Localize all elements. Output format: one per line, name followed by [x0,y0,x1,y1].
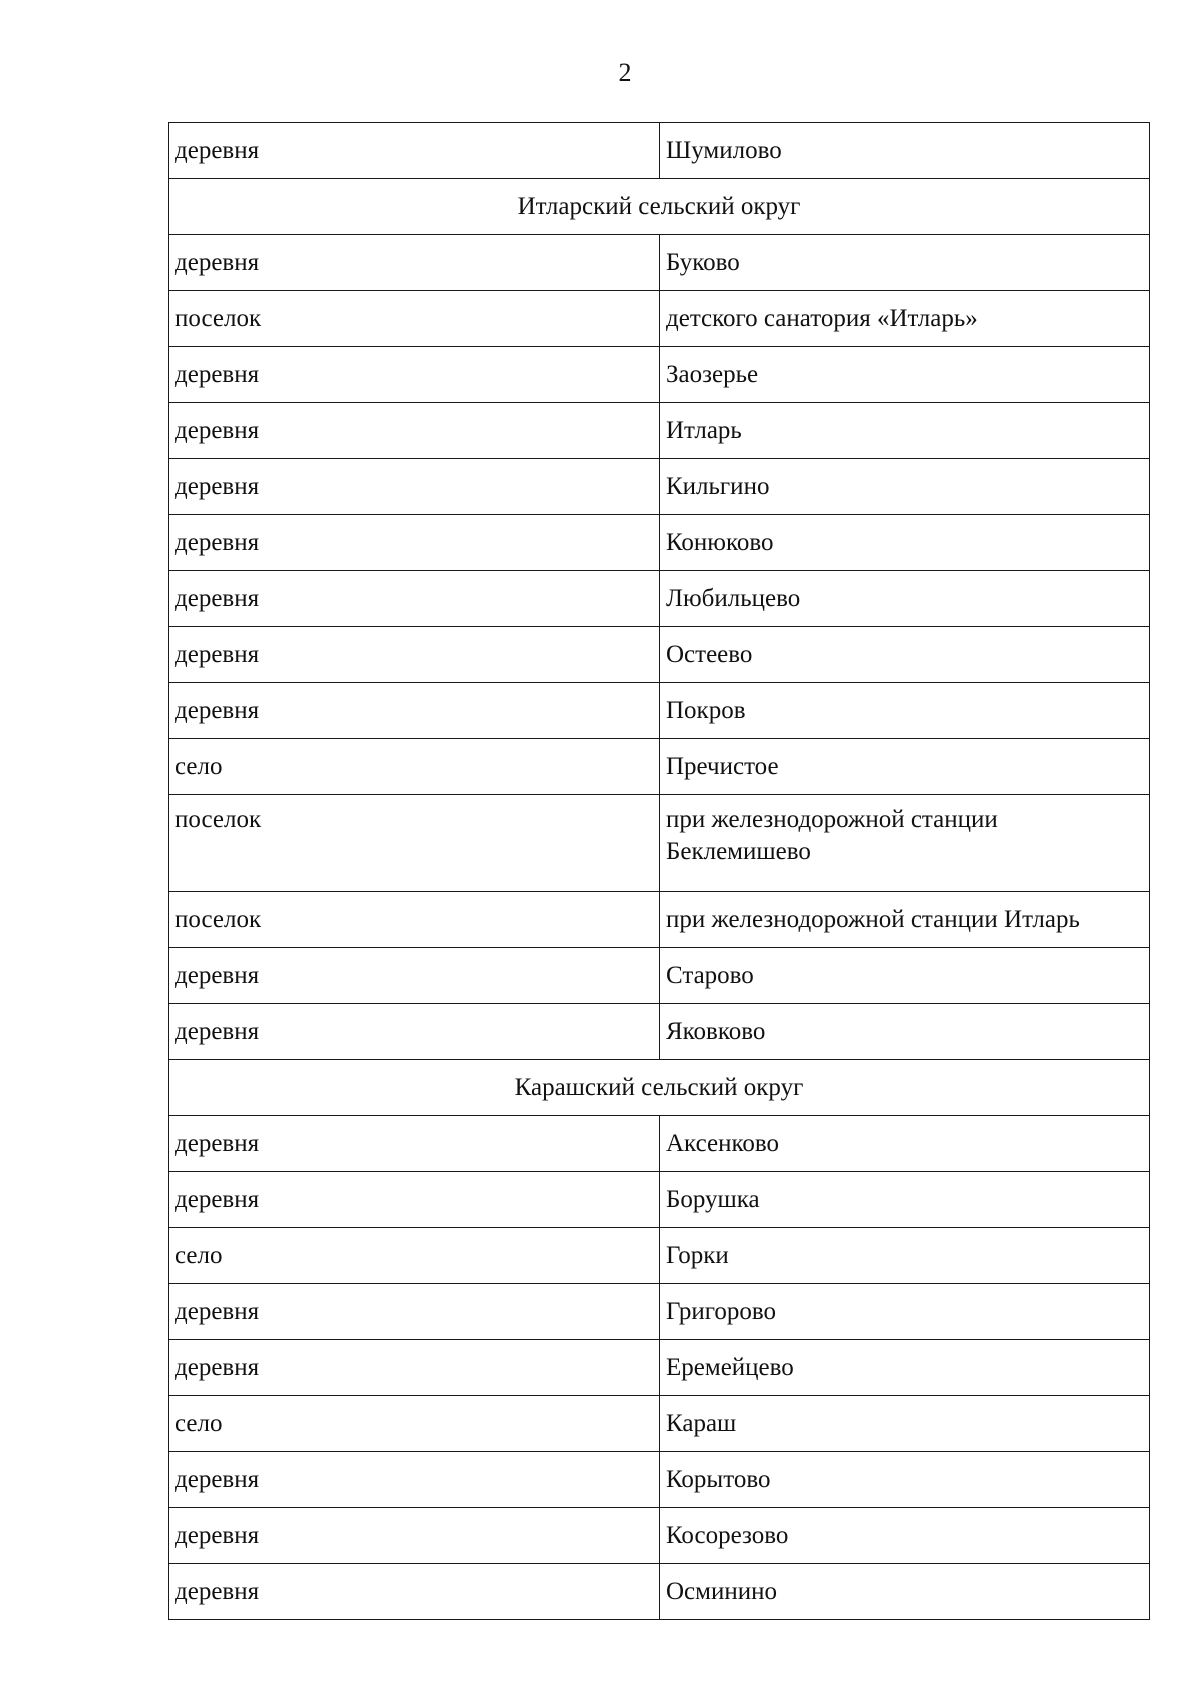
table-row [169,1284,1150,1340]
table-row [169,459,1150,515]
table-row [169,1508,1150,1564]
settlement-name: Пречистое [660,739,1150,795]
settlement-type: село [169,1228,660,1284]
settlement-name: Григорово [660,1284,1150,1340]
settlement-name: детского санатория «Итларь» [660,291,1150,347]
settlement-name: Яковково [660,1004,1150,1060]
settlement-type: поселок [169,291,660,347]
page-number: 2 [618,58,632,87]
settlement-name: Борушка [660,1172,1150,1228]
settlement-type: деревня [169,571,660,627]
table-row [169,1172,1150,1228]
settlement-name: Караш [660,1396,1150,1452]
settlement-name: Заозерье [660,347,1150,403]
settlement-name: Еремейцево [660,1340,1150,1396]
settlement-type: село [169,739,660,795]
settlement-type: деревня [169,403,660,459]
settlements-table [168,122,1150,1620]
table-row [169,571,1150,627]
table-row [169,291,1150,347]
settlement-name: Шумилово [660,123,1150,179]
settlement-type: деревня [169,1172,660,1228]
table-row [169,1116,1150,1172]
table-row [169,1396,1150,1452]
table-row [169,403,1150,459]
settlement-name: Итларь [660,403,1150,459]
table-row [169,1004,1150,1060]
table-row [169,515,1150,571]
settlement-type: деревня [169,683,660,739]
settlement-type: деревня [169,1284,660,1340]
settlement-type: деревня [169,235,660,291]
table-row [169,235,1150,291]
settlement-name: Горки [660,1228,1150,1284]
table-row [169,683,1150,739]
section-title: Итларский сельский округ [169,179,1150,235]
table-row [169,739,1150,795]
table-row [169,627,1150,683]
settlement-type: деревня [169,123,660,179]
settlement-name: Буково [660,235,1150,291]
section-row [169,1060,1150,1116]
table-row [169,1564,1150,1620]
settlement-name: Конюково [660,515,1150,571]
settlement-type: деревня [169,1340,660,1396]
settlement-type: деревня [169,1508,660,1564]
settlement-type: поселок [169,795,660,892]
settlement-name: при железнодорожной станции Итларь [660,892,1150,948]
table-row [169,892,1150,948]
settlement-name: Покров [660,683,1150,739]
table-row [169,123,1150,179]
settlement-name: Аксенково [660,1116,1150,1172]
table-row [169,1228,1150,1284]
settlement-name: Любильцево [660,571,1150,627]
table-row [169,1452,1150,1508]
section-row [169,179,1150,235]
table-row [169,948,1150,1004]
settlement-type: деревня [169,948,660,1004]
settlement-name: Старово [660,948,1150,1004]
table-row [169,795,1150,892]
settlement-name: Остеево [660,627,1150,683]
settlement-type: деревня [169,1116,660,1172]
settlement-type: деревня [169,1564,660,1620]
settlement-name: Косорезово [660,1508,1150,1564]
settlement-type: деревня [169,627,660,683]
table-row [169,1340,1150,1396]
settlement-type: деревня [169,459,660,515]
section-title: Карашский сельский округ [169,1060,1150,1116]
settlement-name: Корытово [660,1452,1150,1508]
table-row [169,347,1150,403]
settlement-type: поселок [169,892,660,948]
settlement-type: деревня [169,347,660,403]
settlement-name: Кильгино [660,459,1150,515]
settlement-type: деревня [169,1452,660,1508]
settlement-type: деревня [169,515,660,571]
settlement-type: село [169,1396,660,1452]
settlement-name: при железнодорожной станции Беклемишево [660,795,1150,892]
settlement-name: Осминино [660,1564,1150,1620]
settlements-table-body [169,123,1150,1620]
settlement-type: деревня [169,1004,660,1060]
